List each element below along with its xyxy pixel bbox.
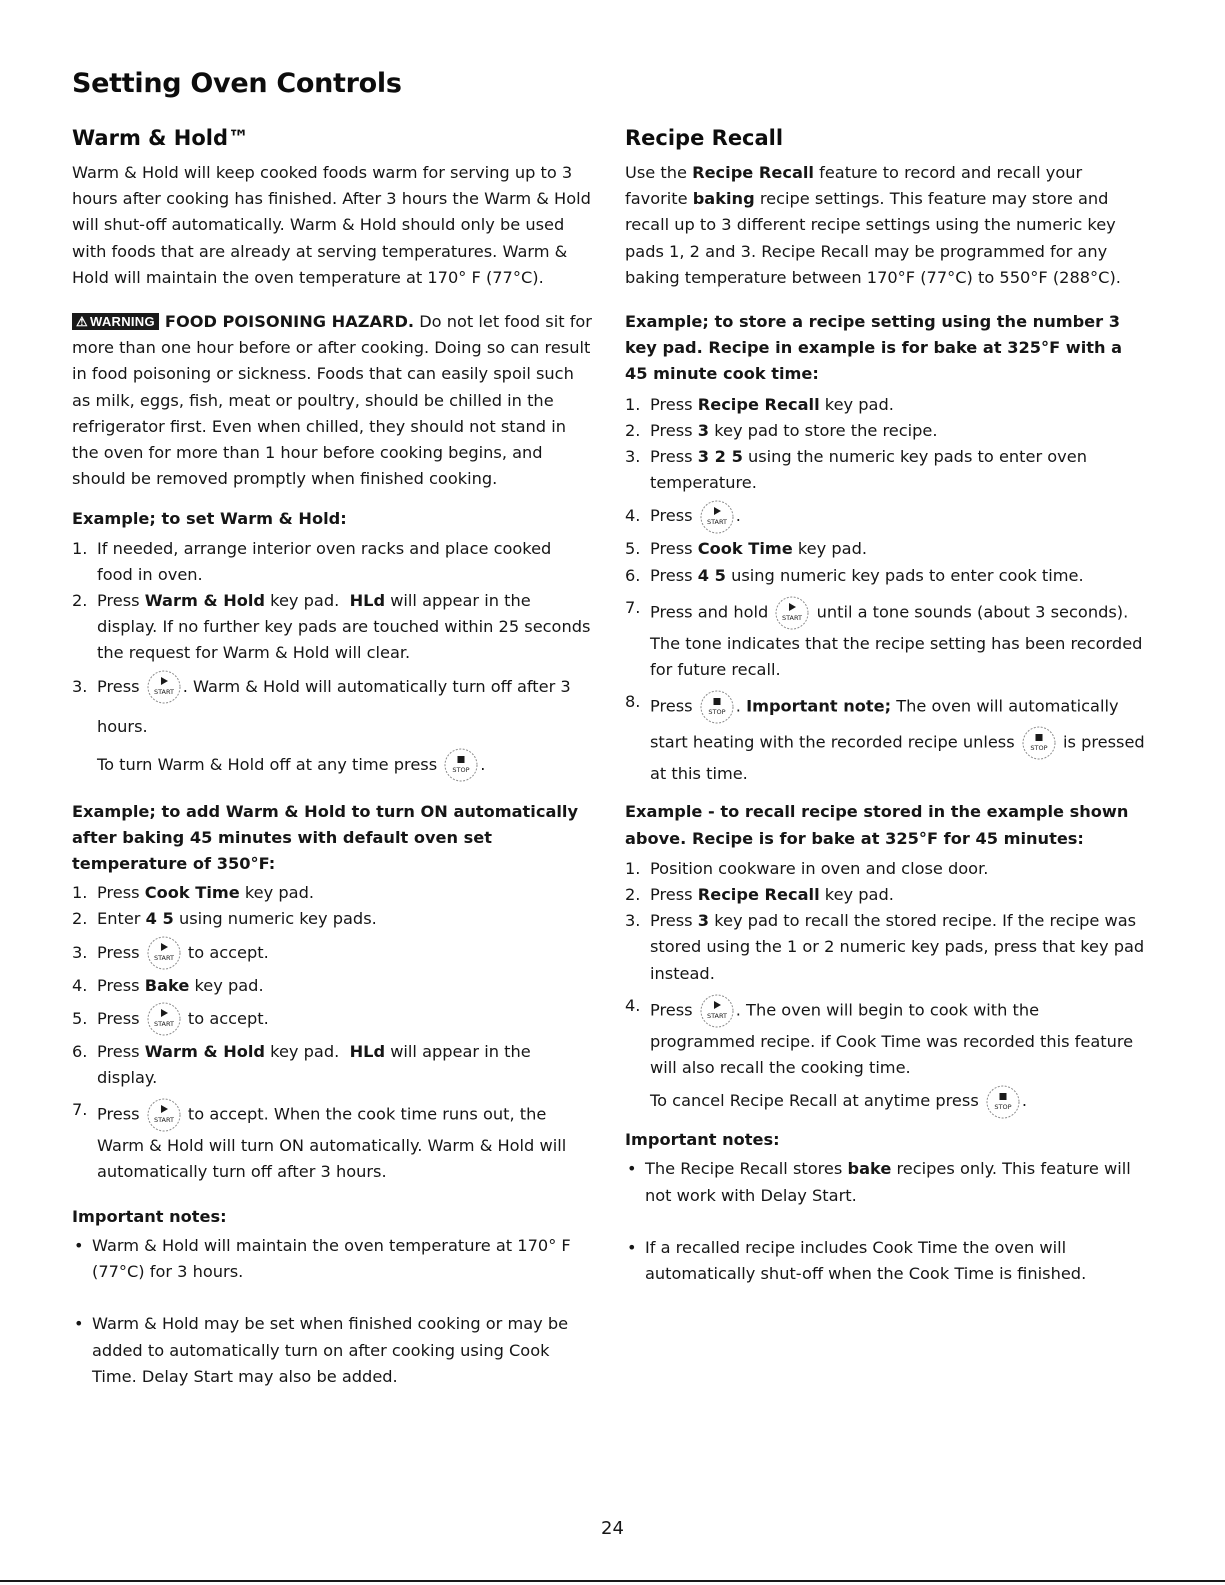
step-text: key pad to store the recipe.	[714, 420, 938, 440]
intro-text: feature to record and recall your favorite	[625, 163, 1083, 209]
step-text: key pad.	[797, 539, 867, 559]
start-key-label: START	[153, 1020, 174, 1029]
key-name: Bake	[144, 975, 190, 995]
example-store-recipe-heading: Example; to store a recipe setting using the number 3 key pad. Recipe in example is for bake at 325°F with a 45 minute cook time:	[625, 312, 1123, 384]
step-number: 6.	[625, 565, 641, 585]
key-digits: 4 5	[697, 565, 726, 585]
step-number: 2.	[72, 591, 88, 611]
key-digits: 3 2 5	[697, 447, 743, 467]
step-text: .	[1021, 1091, 1028, 1111]
stop-key-icon	[985, 1084, 1021, 1120]
stop-key-label: STOP	[708, 708, 726, 717]
list-item	[72, 745, 592, 785]
list-item	[72, 588, 592, 667]
list-item	[72, 973, 592, 999]
step-text: key pad.	[270, 1041, 340, 1061]
list-item	[72, 880, 592, 906]
example-add-warm-hold-heading: Example; to add Warm & Hold to turn ON automatically after baking 45 minutes with default oven set temperature of 350°F:	[72, 801, 579, 874]
step-text: Press	[650, 696, 693, 716]
important-note-label: Important note;	[746, 696, 892, 716]
bottom-rule	[0, 1580, 1225, 1582]
list-item	[625, 444, 1145, 496]
list-item	[625, 1235, 1145, 1287]
start-key-icon	[146, 669, 182, 705]
recipe-recall-notes	[625, 1156, 1145, 1287]
step-text: Press	[97, 942, 140, 962]
step-number: 6.	[72, 1041, 88, 1061]
step-text: If needed, arrange interior oven racks and place cooked food in oven.	[97, 538, 552, 584]
list-item	[625, 496, 1145, 536]
step-number: 2.	[625, 885, 641, 905]
start-symbol	[161, 677, 168, 685]
display-code: HLd	[349, 591, 386, 611]
step-number: 3.	[72, 942, 88, 962]
step-text: Press	[97, 676, 140, 696]
list-item	[625, 563, 1145, 589]
step-text: Press	[97, 591, 140, 611]
step-text: Press and hold	[650, 602, 769, 622]
list-item	[625, 908, 1145, 987]
key-name: Warm & Hold	[144, 1041, 266, 1061]
key-digits: 3	[697, 420, 710, 440]
list-item	[72, 667, 592, 747]
step-text: .	[480, 754, 486, 774]
step-text: to accept.	[187, 942, 269, 962]
step-text: To cancel Recipe Recall at anytime press	[650, 1091, 979, 1111]
step-text: using the numeric key pads to enter oven temperature.	[650, 447, 1087, 493]
recipe-recall-column	[625, 122, 1145, 1287]
step-text: Position cookware in oven and close door.	[650, 858, 989, 878]
list-item	[625, 689, 1145, 787]
note-text: If a recalled recipe includes Cook Time the oven will automatically shut-off when the Cook Time is finished.	[645, 1237, 1087, 1284]
start-key-icon	[146, 1097, 182, 1133]
step-number: 4.	[72, 975, 88, 995]
start-key-icon	[774, 595, 810, 631]
start-symbol	[161, 1009, 168, 1017]
start-key-label: START	[153, 688, 174, 697]
key-name: Warm & Hold	[144, 591, 266, 611]
list-item	[72, 1311, 592, 1390]
step-text: Press	[650, 565, 693, 585]
note-text: Warm & Hold will maintain the oven temperature at 170° F (77°C) for 3 hours.	[92, 1235, 571, 1282]
list-item	[625, 1081, 1145, 1121]
note-text: recipes only. This feature will not work with Delay Start.	[645, 1159, 1131, 1205]
start-key-label: START	[706, 1011, 727, 1020]
intro-text: recipe settings. This feature may store and recall up to 3 different recipe settings using the numeric key pads 1, 2 and 3. Recipe Recall may be programmed for any baking temperature between 170°F (77°C) to 550°F (288°C).	[625, 189, 1121, 287]
step-text: Press	[650, 1000, 693, 1020]
key-name: Recipe Recall	[697, 885, 820, 905]
step-number: 1.	[72, 538, 88, 558]
start-symbol	[714, 507, 721, 515]
step-text: key pad to recall the stored recipe. If the recipe was stored using the 1 or 2 numeric key pads, press that key pad instead.	[650, 911, 1145, 983]
feature-mode: baking	[692, 189, 755, 209]
recipe-recall-heading: Recipe Recall	[625, 126, 784, 150]
warning-badge-label: WARNING	[89, 314, 155, 330]
stop-symbol	[458, 756, 465, 763]
list-item	[72, 1097, 592, 1185]
step-text: Press	[97, 1041, 140, 1061]
note-emphasis: bake	[847, 1159, 892, 1179]
recipe-recall-notes-heading: Important notes:	[625, 1130, 780, 1150]
list-item	[625, 856, 1145, 882]
step-text: Press	[650, 447, 693, 467]
step-text: .	[735, 506, 741, 526]
example-set-warm-hold-steps	[72, 536, 592, 785]
start-symbol	[714, 1001, 721, 1009]
page-title: Setting Oven Controls	[72, 68, 402, 99]
step-number: 3.	[72, 676, 88, 696]
step-text: to accept. When the cook time runs out, the Warm & Hold will turn ON automatically. Warm & Hold will automatically turn off after 3 hours.	[97, 1104, 567, 1182]
step-number: 5.	[625, 539, 641, 559]
step-text: Press	[97, 883, 140, 903]
step-text: Press	[650, 539, 693, 559]
warm-hold-notes	[72, 1233, 592, 1390]
step-text: will appear in the display. If no further key pads are touched within 25 seconds the request for Warm & Hold will clear.	[97, 591, 591, 663]
step-text: key pad.	[244, 883, 314, 903]
example-set-warm-hold-heading: Example; to set Warm & Hold:	[72, 509, 347, 529]
example-recall-recipe-heading: Example - to recall recipe stored in the example shown above. Recipe is for bake at 325°F for 45 minutes:	[625, 802, 1129, 848]
step-number: 2.	[72, 909, 88, 929]
example-store-recipe-steps	[625, 392, 1145, 788]
step-text: The oven will automatically start heating with the recorded recipe unless	[650, 696, 1119, 752]
step-text: is pressed at this time.	[650, 732, 1145, 784]
start-symbol	[161, 1105, 168, 1113]
step-text: key pad.	[270, 591, 340, 611]
step-text: key pad.	[824, 885, 894, 905]
warm-hold-column	[72, 122, 592, 1390]
note-text: Warm & Hold may be set when finished cooking or may be added to automatically turn on after cooking using Cook Time. Delay Start may also be added.	[92, 1314, 569, 1386]
start-key-label: START	[153, 1116, 174, 1125]
bullet-icon: •	[74, 1314, 84, 1334]
stop-key-icon	[443, 747, 479, 783]
step-number: 3.	[625, 447, 641, 467]
step-text: Press	[97, 1008, 140, 1028]
step-text: .	[735, 696, 741, 716]
step-number: 4.	[625, 506, 641, 526]
list-item	[72, 933, 592, 973]
step-text: Enter	[97, 909, 141, 929]
key-name: Cook Time	[144, 883, 240, 903]
step-number: 4.	[625, 995, 641, 1015]
warning-triangle-icon: ⚠	[76, 314, 88, 330]
step-number: 7.	[625, 597, 641, 617]
start-key-label: START	[782, 613, 803, 622]
step-text: key pad.	[194, 975, 264, 995]
stop-key-label: STOP	[1030, 744, 1048, 753]
stop-key-icon	[1021, 725, 1057, 761]
step-text: Press	[97, 1104, 140, 1124]
step-text: Press	[97, 975, 140, 995]
list-item	[72, 1233, 592, 1285]
list-item	[625, 882, 1145, 908]
list-item	[625, 536, 1145, 562]
list-item	[625, 418, 1145, 444]
step-text: Press	[650, 394, 693, 414]
start-key-icon	[146, 1001, 182, 1037]
start-key-label: START	[153, 954, 174, 963]
step-text: Press	[650, 911, 693, 931]
key-digits: 3	[697, 911, 710, 931]
stop-key-label: STOP	[994, 1102, 1012, 1111]
step-text: key pad.	[824, 394, 894, 414]
bullet-icon: •	[627, 1237, 637, 1257]
stop-symbol	[713, 698, 720, 705]
step-number: 7.	[72, 1100, 88, 1120]
step-text: Press	[650, 885, 693, 905]
stop-key-icon	[699, 689, 735, 725]
start-symbol	[161, 943, 168, 951]
bullet-icon: •	[74, 1235, 84, 1255]
key-name: Cook Time	[697, 539, 793, 559]
step-number: 2.	[625, 420, 641, 440]
start-key-label: START	[706, 517, 727, 526]
bullet-icon: •	[627, 1159, 637, 1179]
warning-lead: FOOD POISONING HAZARD.	[164, 312, 415, 332]
feature-name: Recipe Recall	[692, 163, 814, 182]
step-text: Press	[650, 420, 693, 440]
step-number: 8.	[625, 692, 641, 712]
recipe-recall-intro	[625, 160, 1145, 291]
stop-symbol	[1035, 734, 1042, 741]
step-text: using numeric key pads.	[178, 909, 377, 929]
example-recall-recipe-steps	[625, 856, 1145, 1121]
step-number: 1.	[625, 858, 641, 878]
step-number: 1.	[72, 883, 88, 903]
list-item	[625, 1156, 1145, 1208]
list-item	[72, 906, 592, 932]
key-name: Recipe Recall	[697, 394, 820, 414]
step-number: 3.	[625, 911, 641, 931]
warning-paragraph	[72, 309, 592, 492]
intro-text: Use the	[625, 163, 687, 182]
step-text: using numeric key pads to enter cook time.	[731, 565, 1084, 585]
display-code: HLd	[349, 1041, 386, 1061]
list-item	[625, 993, 1145, 1081]
step-text: . Warm & Hold will automatically turn off after 3 hours.	[97, 676, 571, 736]
step-number: 1.	[625, 394, 641, 414]
step-text: Press	[650, 506, 693, 526]
warm-hold-intro: Warm & Hold will keep cooked foods warm for serving up to 3 hours after cooking has finished. After 3 hours the Warm & Hold will shut-off automatically. Warm & Hold should only be used with foods that are already at serving temperatures. Warm & Hold will maintain the oven temperature at 170° F (77°C).	[72, 163, 591, 287]
start-key-icon	[146, 935, 182, 971]
key-digits: 4 5	[145, 909, 174, 929]
start-key-icon	[699, 499, 735, 535]
step-text: To turn Warm & Hold off at any time press	[97, 754, 438, 774]
page-number: 24	[601, 1518, 624, 1539]
stop-key-label: STOP	[452, 766, 470, 775]
warm-hold-heading: Warm & Hold™	[72, 126, 249, 150]
note-text: The Recipe Recall stores	[645, 1159, 843, 1179]
warning-badge	[72, 313, 159, 330]
list-item	[72, 999, 592, 1039]
step-text: . The oven will begin to cook with the programmed recipe. if Cook Time was recorded this feature will also recall the cooking time.	[650, 1000, 1134, 1078]
step-text: to accept.	[187, 1008, 269, 1028]
warm-hold-notes-heading: Important notes:	[72, 1206, 227, 1226]
start-key-icon	[699, 993, 735, 1029]
list-item	[72, 536, 592, 588]
step-number: 5.	[72, 1008, 88, 1028]
step-text: until a tone sounds (about 3 seconds). The tone indicates that the recipe setting has been recorded for future recall.	[650, 602, 1143, 680]
example-add-warm-hold-steps	[72, 880, 592, 1185]
stop-symbol	[999, 1093, 1006, 1100]
warning-text: Do not let food sit for more than one hour before or after cooking. Doing so can result in food poisoning or sickness. Foods that can easily spoil such as milk, eggs, fish, meat or poultry, should be chilled in the refrigerator first. Even when chilled, they should not stand in the oven for more than 1 hour before cooking begins, and should be removed promptly when finished cooking.	[72, 312, 592, 489]
step-text: will appear in the display.	[97, 1041, 531, 1088]
start-symbol	[789, 603, 796, 611]
list-item	[72, 1039, 592, 1091]
list-item	[625, 392, 1145, 418]
list-item	[625, 595, 1145, 683]
